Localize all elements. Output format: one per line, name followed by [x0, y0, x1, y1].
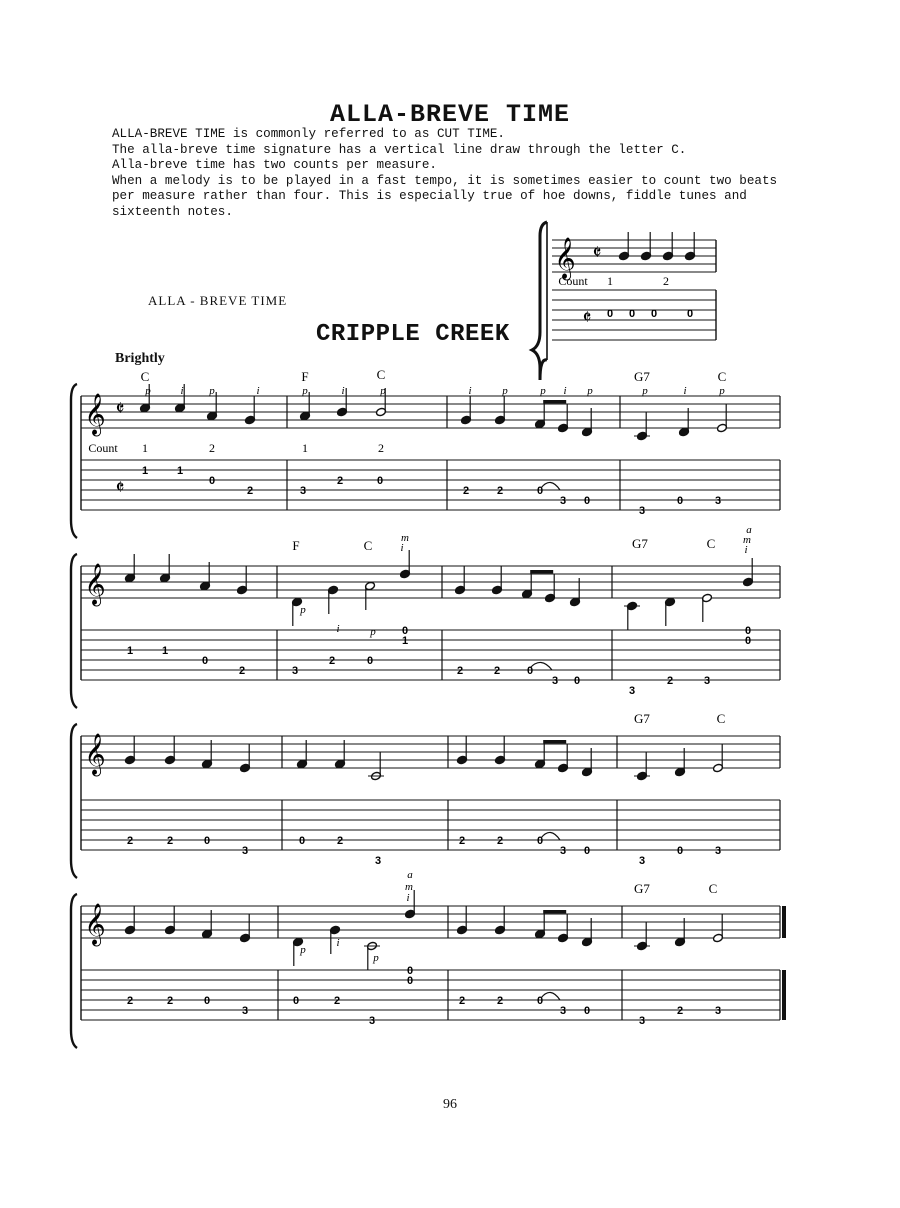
page-title: ALLA-BREVE TIME — [329, 100, 571, 129]
tab-digit: 0 — [203, 995, 211, 1007]
tab-digit: 0 — [686, 308, 694, 320]
fingering-letter: p — [502, 385, 508, 397]
tempo-marking: Brightly — [115, 351, 165, 366]
fingering-letter: p — [719, 385, 725, 397]
fingering-letter: p — [642, 385, 648, 397]
system-brace — [71, 894, 77, 1048]
system-brace — [71, 384, 77, 538]
treble-clef: 𝄞 — [84, 734, 106, 774]
count-label: Count — [88, 441, 118, 455]
tab-digit: 0 — [401, 625, 409, 637]
tab-digit: 2 — [328, 655, 336, 667]
tab-digit: 3 — [374, 855, 382, 867]
tab-digit: 3 — [628, 685, 636, 697]
chord-symbol: C — [717, 369, 727, 384]
tab-digit: 2 — [493, 665, 501, 677]
tab-digit: 3 — [714, 495, 722, 507]
tab-digit: 0 — [526, 665, 534, 677]
tab-digit: 3 — [638, 855, 646, 867]
note-beam — [543, 740, 566, 743]
tab-digit: 3 — [559, 495, 567, 507]
tab-digit: 2 — [126, 995, 134, 1007]
tab-digit: 1 — [141, 465, 149, 477]
count-label: Count — [558, 274, 588, 288]
tab-digit: 2 — [458, 835, 466, 847]
fingering-letter: p — [380, 385, 386, 397]
tab-digit: 2 — [666, 675, 674, 687]
fingering-letter: i — [256, 385, 260, 397]
chord-symbol: F — [292, 538, 300, 553]
treble-clef: 𝄞 — [84, 564, 106, 604]
tab-digit: 3 — [638, 505, 646, 517]
tab-digit: 2 — [336, 475, 344, 487]
system-brace — [71, 724, 77, 878]
fingering-letter: p — [302, 385, 308, 397]
count-number: 1 — [142, 441, 148, 455]
fingering-letter: p — [540, 385, 546, 397]
tab-digit: 3 — [703, 675, 711, 687]
treble-clef: 𝄞 — [554, 238, 576, 278]
chord-symbol: G7 — [634, 711, 650, 726]
tab-digit: 0 — [583, 845, 591, 857]
tab-digit: 2 — [126, 835, 134, 847]
tab-digit: 0 — [292, 995, 300, 1007]
tab-digit: 2 — [496, 835, 504, 847]
tab-digit: 3 — [551, 675, 559, 687]
tab-digit: 0 — [406, 965, 414, 977]
tab-digit: 0 — [583, 1005, 591, 1017]
tab-digit: 0 — [536, 485, 544, 497]
cut-time-signature: 𝄵 — [115, 398, 125, 420]
tab-digit: 2 — [676, 1005, 684, 1017]
tab-digit: 2 — [166, 995, 174, 1007]
tab-digit: 0 — [676, 845, 684, 857]
chord-symbol: G7 — [632, 536, 648, 551]
section-subtitle: ALLA - BREVE TIME — [148, 293, 288, 308]
chord-symbol: F — [301, 369, 309, 384]
tab-digit: 0 — [650, 308, 658, 320]
intro-line: The alla-breve time signature has a vertical line draw through the letter C. — [112, 142, 687, 157]
chord-symbol: G7 — [634, 881, 650, 896]
fingering-letter: p — [209, 385, 215, 397]
fingering-letter: p — [587, 385, 593, 397]
tab-digit: 2 — [456, 665, 464, 677]
count-number: 1 — [302, 441, 308, 455]
tab-digit: 3 — [714, 1005, 722, 1017]
fingering-letter: p — [373, 952, 379, 964]
note-beam — [530, 570, 553, 573]
chord-symbol: C — [716, 711, 726, 726]
fingering-letter: m — [401, 532, 409, 544]
fingering-letter: i — [744, 544, 748, 556]
chord-symbol: C — [708, 881, 718, 896]
fingering-letter: i — [336, 623, 340, 635]
system-brace — [532, 222, 547, 380]
tab-digit: 1 — [161, 645, 169, 657]
chord-symbol: C — [706, 536, 716, 551]
tab-digit: 0 — [376, 475, 384, 487]
tie-arc — [541, 482, 560, 490]
tab-digit: 2 — [496, 995, 504, 1007]
tab-digit: 0 — [536, 995, 544, 1007]
tab-digit: 3 — [299, 485, 307, 497]
tie-arc — [541, 832, 560, 840]
tab-digit: 3 — [241, 1005, 249, 1017]
tab-digit: 2 — [496, 485, 504, 497]
fingering-letter: a — [746, 524, 752, 536]
tab-digit: 0 — [744, 625, 752, 637]
tie-arc — [530, 662, 552, 670]
tab-digit: 2 — [238, 665, 246, 677]
count-number: 2 — [663, 274, 669, 288]
tab-digit: 0 — [208, 475, 216, 487]
tab-digit: 0 — [536, 835, 544, 847]
treble-clef: 𝄞 — [84, 904, 106, 944]
tab-digit: 1 — [401, 635, 409, 647]
treble-clef: 𝄞 — [84, 394, 106, 434]
tab-digit: 0 — [628, 308, 636, 320]
fingering-letter: i — [341, 385, 345, 397]
tab-digit: 2 — [336, 835, 344, 847]
fingering-letter: m — [405, 881, 413, 893]
chord-symbol: G7 — [634, 369, 650, 384]
tab-digit: 3 — [559, 845, 567, 857]
tab-digit: 2 — [333, 995, 341, 1007]
tab-digit: 0 — [406, 975, 414, 987]
fingering-letter: m — [743, 534, 751, 546]
count-number: 1 — [607, 274, 613, 288]
tab-digit: 2 — [246, 485, 254, 497]
tab-digit: 0 — [583, 495, 591, 507]
intro-line: When a melody is to be played in a fast tempo, it is sometimes easier to count two beats per measure rather than four. This is especially true of hoe downs, fiddle tunes and sixteenth notes. — [112, 173, 778, 219]
fingering-letter: p — [300, 944, 306, 956]
tab-digit: 0 — [201, 655, 209, 667]
fingering-letter: p — [145, 385, 151, 397]
tab-digit: 0 — [606, 308, 614, 320]
fingering-letter: i — [468, 385, 472, 397]
tab-digit: 0 — [298, 835, 306, 847]
chord-symbol: C — [376, 367, 386, 382]
fingering-letter: i — [563, 385, 567, 397]
fingering-letter: i — [180, 385, 184, 397]
chord-symbol: C — [140, 369, 150, 384]
tab-digit: 2 — [458, 995, 466, 1007]
tie-arc — [541, 992, 560, 1000]
fingering-letter: a — [407, 869, 413, 881]
tab-digit: 3 — [559, 1005, 567, 1017]
tab-digit: 2 — [166, 835, 174, 847]
cut-time-signature: 𝄵 — [592, 242, 602, 264]
tab-digit: 2 — [462, 485, 470, 497]
tab-digit: 3 — [368, 1015, 376, 1027]
intro-line: Alla-breve time has two counts per measure. — [112, 158, 437, 173]
note-beam — [543, 910, 566, 913]
tab-digit: 0 — [676, 495, 684, 507]
count-number: 2 — [378, 441, 384, 455]
tab-digit: 0 — [203, 835, 211, 847]
fingering-letter: i — [400, 542, 404, 554]
song-title: CRIPPLE CREEK — [316, 321, 510, 348]
count-number: 2 — [209, 441, 215, 455]
fingering-letter: p — [370, 626, 376, 638]
tab-digit: 1 — [126, 645, 134, 657]
cut-time-signature: 𝄵 — [115, 477, 125, 499]
tab-digit: 3 — [638, 1015, 646, 1027]
tab-digit: 1 — [176, 465, 184, 477]
page-number: 96 — [443, 1097, 457, 1112]
tab-digit: 3 — [291, 665, 299, 677]
tab-digit: 0 — [573, 675, 581, 687]
chord-symbol: C — [363, 538, 373, 553]
fingering-letter: i — [683, 385, 687, 397]
tab-digit: 0 — [366, 655, 374, 667]
system-brace — [71, 554, 77, 708]
tab-digit: 0 — [744, 635, 752, 647]
fingering-letter: i — [406, 892, 410, 904]
tab-digit: 3 — [241, 845, 249, 857]
intro-line: ALLA-BREVE TIME is commonly referred to as CUT TIME. — [112, 127, 505, 141]
note-beam — [543, 400, 566, 403]
cut-time-signature: 𝄵 — [582, 307, 592, 329]
fingering-letter: p — [300, 604, 306, 616]
tab-digit: 3 — [714, 845, 722, 857]
fingering-letter: i — [336, 937, 340, 949]
